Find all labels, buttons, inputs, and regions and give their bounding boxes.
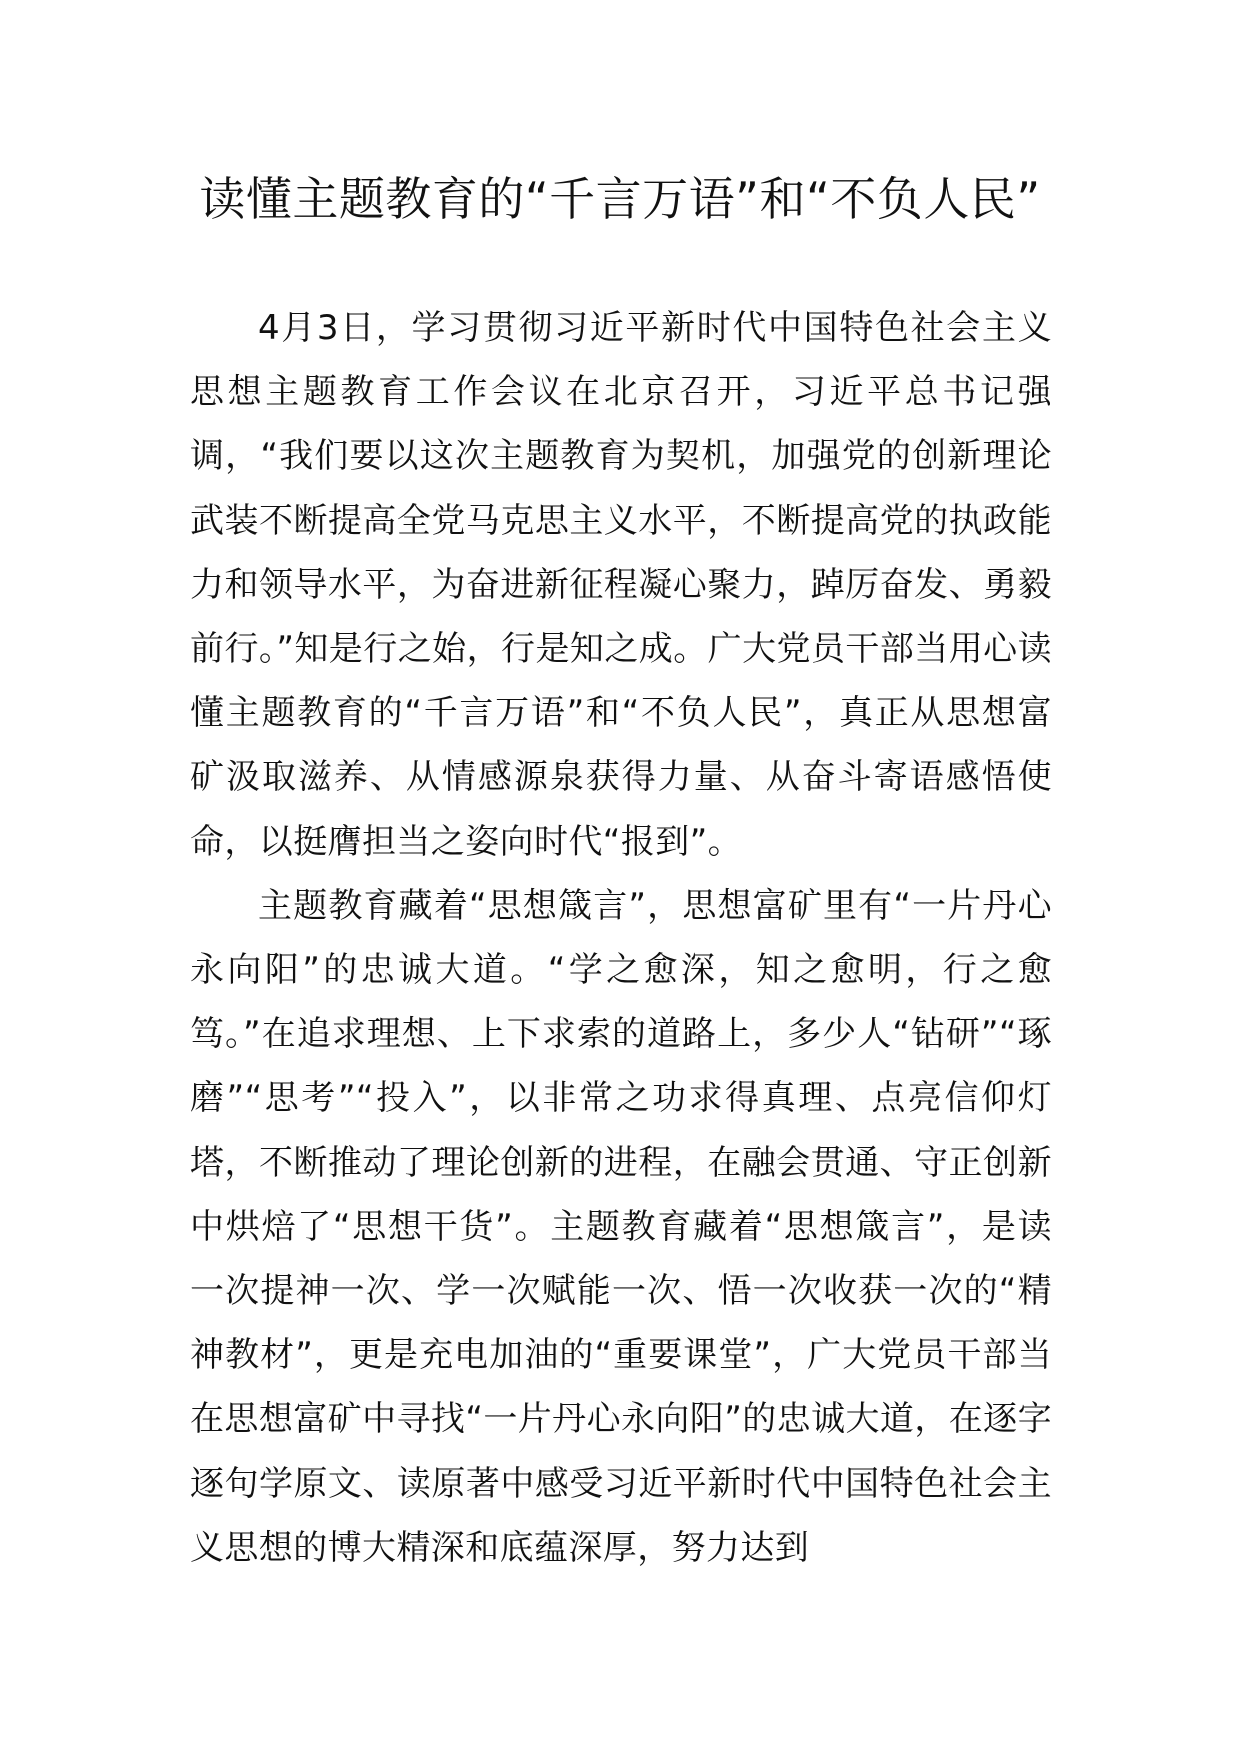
paragraph-1: 4月3日，学习贯彻习近平新时代中国特色社会主义思想主题教育工作会议在北京召开，习近平总书记强调，“我们要以这次主题教育为契机，加强党的创新理论武装不断提高全党马克思主义水平，不断提高党的执政能力和领导水平，为奋进新征程凝心聚力，踔厉奋发、勇毅前行。”知是行之始，行是知之成。广大党员干部当用心读懂主题教育的“千言万语”和“不负人民”，真正从思想富矿汲取滋养、从情感源泉获得力量、从奋斗寄语感悟使命，以挺膺担当之姿向时代“报到”。 [190, 308, 1052, 862]
document-title: 读懂主题教育的“千言万语”和“不负人民” [199, 172, 1041, 226]
document-body [190, 296, 1052, 1580]
paragraph-2: 主题教育藏着“思想箴言”，思想富矿里有“一片丹心永向阳”的忠诚大道。“学之愈深，知之愈明，行之愈笃。”在追求理想、上下求索的道路上，多少人“钻研”“琢磨”“思考”“投入”，以非常之功求得真理、点亮信仰灯塔，不断推动了理论创新的进程，在融会贯通、守正创新中烘焙了“思想干货”。主题教育藏着“思想箴言”，是读一次提神一次、学一次赋能一次、悟一次收获一次的“精神教材”，更是充电加油的“重要课堂”，广大党员干部当在思想富矿中寻找“一片丹心永向阳”的忠诚大道，在逐字逐句学原文、读原著中感受习近平新时代中国特色社会主义思想的博大精深和底蕴深厚，努力达到 [190, 885, 1052, 1568]
